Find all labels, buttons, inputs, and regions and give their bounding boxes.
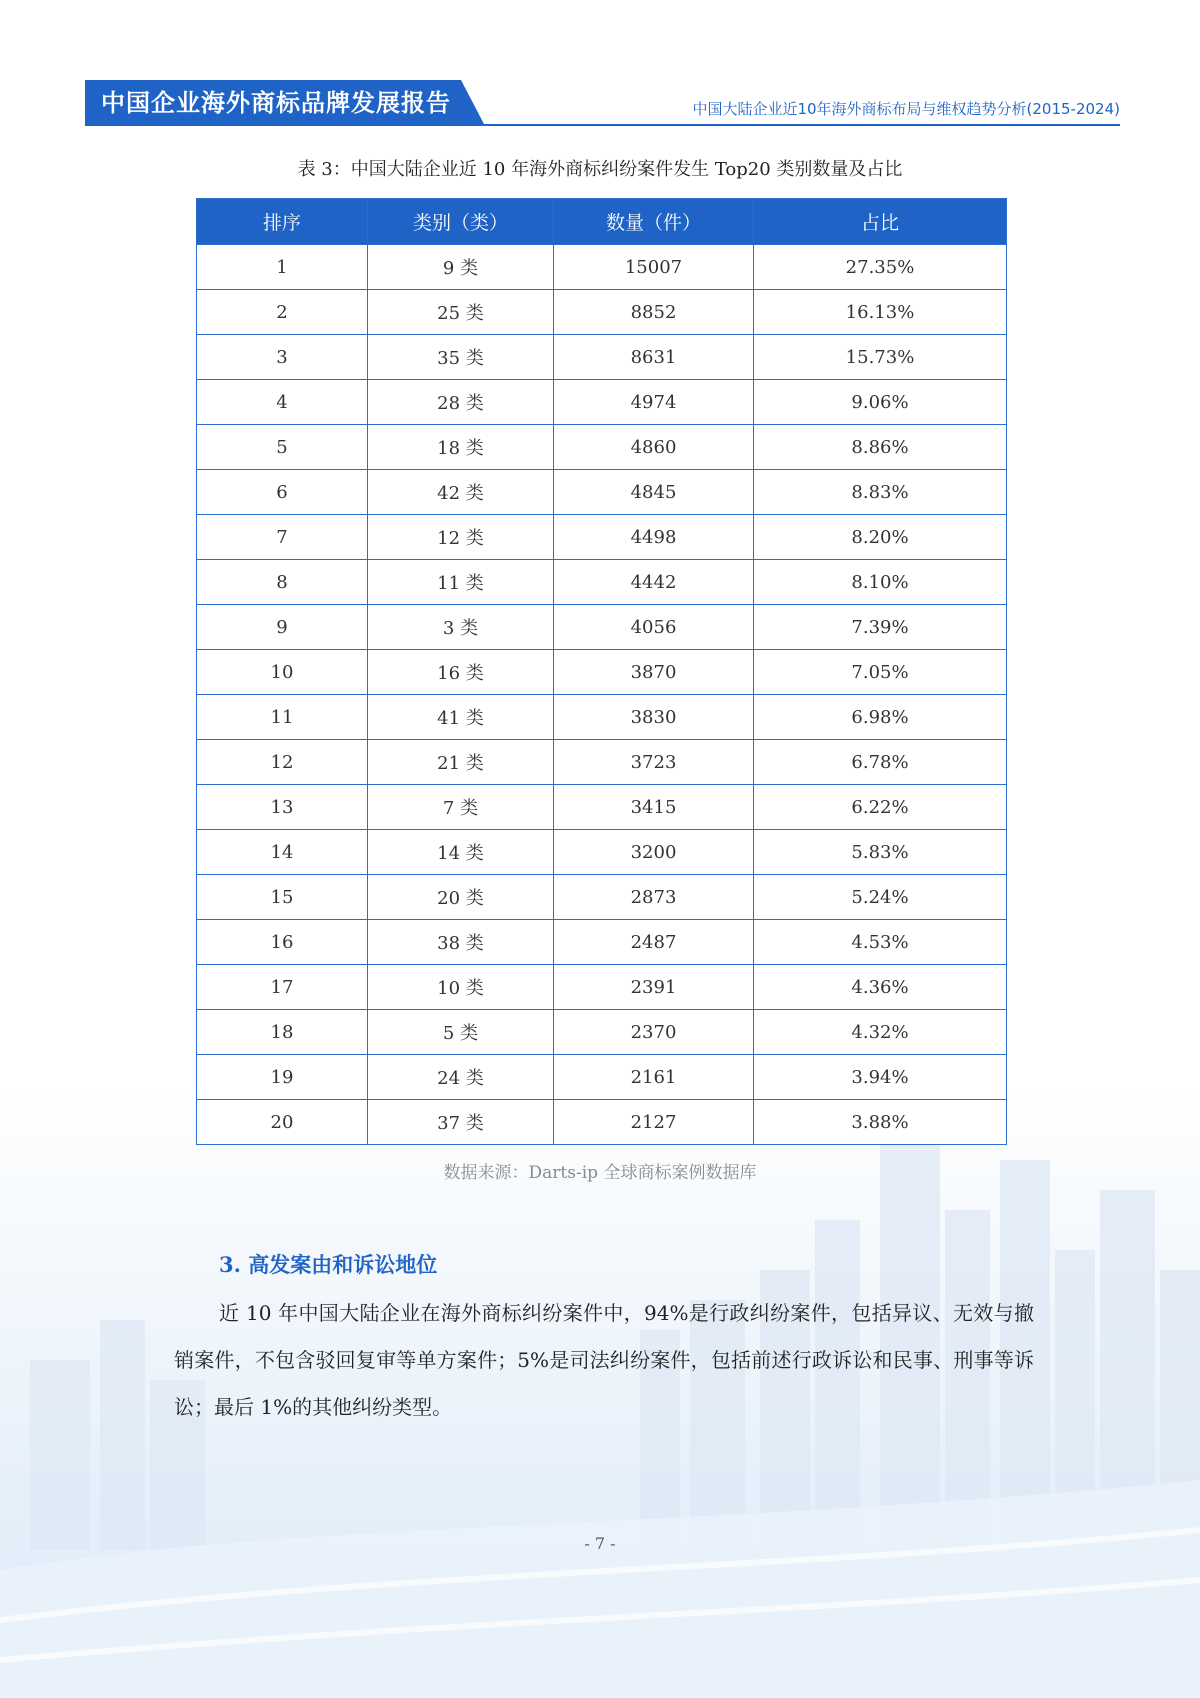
cell-count: 2161 [554, 1055, 754, 1100]
cell-share: 6.78% [754, 740, 1007, 785]
trademark-dispute-table [196, 198, 1007, 1145]
cell-share: 5.24% [754, 875, 1007, 920]
table-row [197, 740, 1007, 785]
cell-count: 4974 [554, 380, 754, 425]
header-divider [85, 124, 1120, 126]
page-number: - 7 - [584, 1534, 616, 1553]
table-row [197, 1010, 1007, 1055]
cell-share: 6.98% [754, 695, 1007, 740]
cell-share: 27.35% [754, 245, 1007, 290]
table-row [197, 830, 1007, 875]
cell-rank: 3 [197, 335, 368, 380]
cell-share: 16.13% [754, 290, 1007, 335]
cell-share: 7.39% [754, 605, 1007, 650]
cell-class: 11 类 [368, 560, 554, 605]
cell-count: 2127 [554, 1100, 754, 1145]
cell-count: 4442 [554, 560, 754, 605]
cell-class: 42 类 [368, 470, 554, 515]
cell-rank: 7 [197, 515, 368, 560]
cell-share: 4.32% [754, 1010, 1007, 1055]
cell-share: 8.86% [754, 425, 1007, 470]
table-row [197, 425, 1007, 470]
cell-share: 6.22% [754, 785, 1007, 830]
cell-class: 37 类 [368, 1100, 554, 1145]
table-row [197, 245, 1007, 290]
cell-class: 21 类 [368, 740, 554, 785]
cell-share: 8.20% [754, 515, 1007, 560]
cell-share: 8.83% [754, 470, 1007, 515]
cell-rank: 14 [197, 830, 368, 875]
cell-class: 5 类 [368, 1010, 554, 1055]
cell-class: 25 类 [368, 290, 554, 335]
cell-rank: 4 [197, 380, 368, 425]
cell-count: 3723 [554, 740, 754, 785]
cell-class: 28 类 [368, 380, 554, 425]
cell-share: 5.83% [754, 830, 1007, 875]
cell-count: 3830 [554, 695, 754, 740]
cell-rank: 1 [197, 245, 368, 290]
section-heading: 3. 高发案由和诉讼地位 [219, 1252, 438, 1277]
cell-rank: 18 [197, 1010, 368, 1055]
cell-rank: 8 [197, 560, 368, 605]
cell-class: 38 类 [368, 920, 554, 965]
table-row [197, 380, 1007, 425]
cell-class: 41 类 [368, 695, 554, 740]
cell-share: 4.53% [754, 920, 1007, 965]
cell-count: 2370 [554, 1010, 754, 1055]
body-paragraph: 近 10 年中国大陆企业在海外商标纠纷案件中，94%是行政纠纷案件，包括异议、无效与撤销案件，不包含驳回复审等单方案件；5%是司法纠纷案件，包括前述行政诉讼和民事、刑事等诉讼；最后 1%的其他纠纷类型。 [174, 1301, 1034, 1419]
cell-count: 8852 [554, 290, 754, 335]
table-body [197, 245, 1007, 1145]
cell-count: 2487 [554, 920, 754, 965]
cell-count: 2391 [554, 965, 754, 1010]
cell-count: 4845 [554, 470, 754, 515]
cell-class: 16 类 [368, 650, 554, 695]
cell-rank: 16 [197, 920, 368, 965]
cell-rank: 10 [197, 650, 368, 695]
table-row [197, 965, 1007, 1010]
cell-class: 35 类 [368, 335, 554, 380]
cell-rank: 2 [197, 290, 368, 335]
cell-share: 4.36% [754, 965, 1007, 1010]
column-header-share: 占比 [754, 199, 1007, 245]
cell-rank: 20 [197, 1100, 368, 1145]
data-source-note: 数据来源：Darts-ip 全球商标案例数据库 [443, 1163, 757, 1183]
table-row [197, 605, 1007, 650]
column-header-count: 数量（件） [554, 199, 754, 245]
cell-count: 8631 [554, 335, 754, 380]
table-row [197, 650, 1007, 695]
cell-class: 12 类 [368, 515, 554, 560]
cell-rank: 15 [197, 875, 368, 920]
cell-class: 18 类 [368, 425, 554, 470]
cell-rank: 9 [197, 605, 368, 650]
table-row [197, 515, 1007, 560]
cell-share: 7.05% [754, 650, 1007, 695]
cell-count: 2873 [554, 875, 754, 920]
cell-rank: 13 [197, 785, 368, 830]
column-header-rank: 排序 [197, 199, 368, 245]
table-row [197, 290, 1007, 335]
table-row [197, 785, 1007, 830]
table-row [197, 875, 1007, 920]
report-title: 中国企业海外商标品牌发展报告 [101, 88, 451, 117]
table-header-row [197, 199, 1007, 245]
cell-share: 3.94% [754, 1055, 1007, 1100]
cell-share: 3.88% [754, 1100, 1007, 1145]
cell-rank: 12 [197, 740, 368, 785]
table-row [197, 560, 1007, 605]
cell-count: 4860 [554, 425, 754, 470]
table-row [197, 1055, 1007, 1100]
cell-class: 9 类 [368, 245, 554, 290]
cell-class: 24 类 [368, 1055, 554, 1100]
cell-rank: 6 [197, 470, 368, 515]
cell-count: 3415 [554, 785, 754, 830]
cell-rank: 11 [197, 695, 368, 740]
cell-share: 9.06% [754, 380, 1007, 425]
cell-rank: 5 [197, 425, 368, 470]
cell-share: 15.73% [754, 335, 1007, 380]
cell-rank: 17 [197, 965, 368, 1010]
cell-class: 20 类 [368, 875, 554, 920]
table-row [197, 335, 1007, 380]
cell-count: 15007 [554, 245, 754, 290]
cell-rank: 19 [197, 1055, 368, 1100]
cell-share: 8.10% [754, 560, 1007, 605]
cell-class: 3 类 [368, 605, 554, 650]
cell-count: 3200 [554, 830, 754, 875]
column-header-class: 类别（类） [368, 199, 554, 245]
cell-count: 3870 [554, 650, 754, 695]
cell-class: 14 类 [368, 830, 554, 875]
table-caption: 表 3：中国大陆企业近 10 年海外商标纠纷案件发生 Top20 类别数量及占比 [297, 159, 903, 180]
table-row [197, 920, 1007, 965]
chapter-subtitle: 中国大陆企业近10年海外商标布局与维权趋势分析(2015-2024) [692, 100, 1120, 118]
table-row [197, 695, 1007, 740]
cell-class: 7 类 [368, 785, 554, 830]
table-row [197, 1100, 1007, 1145]
cell-count: 4056 [554, 605, 754, 650]
table-row [197, 470, 1007, 515]
cell-class: 10 类 [368, 965, 554, 1010]
cell-count: 4498 [554, 515, 754, 560]
